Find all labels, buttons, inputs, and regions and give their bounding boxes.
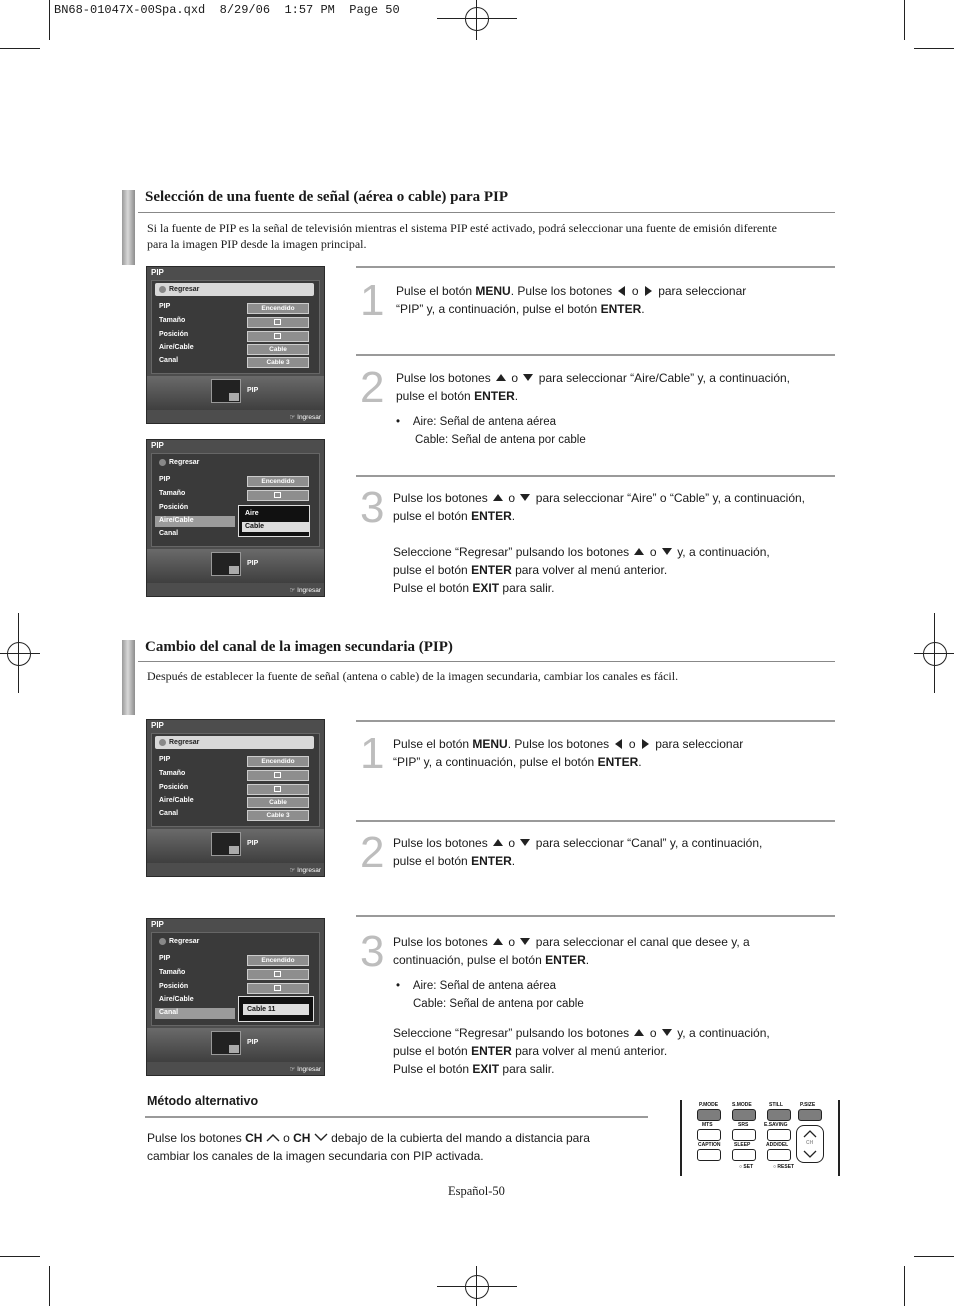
up-arrow-icon: [493, 839, 503, 846]
osd-row: Tamaño: [159, 969, 186, 976]
step-divider: [356, 266, 835, 268]
pmode-button[interactable]: [697, 1109, 721, 1121]
osd-value: Encendido: [247, 955, 309, 966]
osd-screen: [146, 266, 325, 424]
step-divider: [356, 475, 835, 477]
ch-rocker[interactable]: [796, 1125, 824, 1163]
source-popup: [238, 505, 310, 537]
osd-title: PIP: [151, 721, 164, 730]
ch-up-icon: [266, 1133, 280, 1142]
section2-step1-text: Pulse el botón MENU. Pulse los botones o para seleccionar “PIP” y, a continuación, pulse el botón ENTER.: [393, 737, 744, 769]
section-bar: [122, 640, 135, 715]
right-arrow-icon: [642, 739, 649, 749]
remote-label: SLEEP: [734, 1142, 751, 1148]
osd-row: Posición: [159, 504, 189, 511]
osd-row: Canal: [159, 810, 179, 817]
osd-screen: [146, 918, 325, 1076]
ch-down-icon: [314, 1133, 328, 1142]
osd-back-item: Regresar: [155, 736, 314, 749]
remote-label: P.MODE: [699, 1102, 719, 1108]
section1-rule: [138, 212, 835, 213]
osd-row: Tamaño: [159, 490, 186, 497]
osd-title: PIP: [151, 920, 164, 929]
step-number: 2: [360, 828, 385, 877]
osd-row: Posición: [159, 331, 189, 338]
section2-title: Cambio del canal de la imagen secundaria (PIP): [145, 639, 453, 655]
step-number: 2: [360, 363, 385, 412]
still-button[interactable]: [767, 1109, 791, 1121]
osd-row: Aire/Cable: [159, 996, 194, 1003]
alt-method-text: Pulse los botones CH o CH debajo de la cubierta del mando a distancia para cambiar los canales de la imagen secundaria con PIP activada.: [147, 1131, 590, 1163]
osd-row: Posición: [159, 784, 189, 791]
back-icon: [159, 459, 166, 466]
popup-item: Aire: [245, 510, 259, 517]
osd-row: Aire/Cable: [159, 344, 194, 351]
down-arrow-icon: [520, 494, 530, 501]
osd-row: PIP: [159, 303, 171, 310]
position-icon: [247, 331, 309, 342]
osd-menu: [151, 733, 320, 827]
section1-step3-text: Pulse los botones o para seleccionar “Aire” o “Cable” y, a continuación, pulse el botón ENTER. Seleccione “Regresar” pulsando los botones o y, a continuación, pulse el botón ENTER para volver al menú anterior. Pulse el botón EXIT para salir.: [393, 491, 806, 595]
osd-row: PIP: [159, 756, 171, 763]
reset-label: ○ RESET: [773, 1164, 795, 1170]
size-icon: [247, 490, 309, 501]
size-icon: [247, 770, 309, 781]
size-icon: [247, 969, 309, 980]
position-icon: [247, 784, 309, 795]
section2-rule: [138, 661, 835, 662]
sleep-button[interactable]: [732, 1149, 756, 1161]
osd-menu: [151, 932, 320, 1026]
mts-button[interactable]: [697, 1129, 721, 1141]
osd-row: Tamaño: [159, 770, 186, 777]
section-bar: [122, 190, 135, 265]
psize-button[interactable]: [798, 1109, 822, 1121]
pip-tv-icon: [211, 379, 241, 403]
osd-back-item: Regresar: [155, 456, 314, 469]
back-icon: [159, 286, 166, 293]
osd-strip-label: PIP: [247, 560, 259, 567]
remote-label: ADD/DEL: [766, 1142, 789, 1148]
pip-tv-icon: [211, 832, 241, 856]
remote-label: MTS: [702, 1122, 713, 1128]
esaving-button[interactable]: [767, 1129, 791, 1141]
step-number: 1: [360, 729, 385, 778]
osd-footer: ☞ Ingresar: [289, 1066, 321, 1073]
adddel-button[interactable]: [767, 1149, 791, 1161]
osd-screen: [146, 719, 325, 877]
down-arrow-icon: [523, 374, 533, 381]
remote-label: STILL: [769, 1102, 783, 1108]
remote-control: [680, 1100, 840, 1176]
left-arrow-icon: [618, 286, 625, 296]
up-arrow-icon: [493, 494, 503, 501]
section2-intro: Después de establecer la fuente de señal (antena o cable) de la imagen secundaria, cambiar los canales es fácil.: [147, 669, 679, 683]
osd-strip-label: PIP: [247, 1039, 259, 1046]
alt-method-rule: [145, 1116, 648, 1118]
popup-item-selected: Cable: [242, 522, 309, 532]
osd-menu: [151, 453, 320, 547]
osd-value: Cable: [247, 344, 309, 355]
section1-title: Selección de una fuente de señal (aérea o cable) para PIP: [145, 189, 509, 205]
down-arrow-icon: [662, 1029, 672, 1036]
up-arrow-icon: [496, 374, 506, 381]
osd-value: Cable: [247, 797, 309, 808]
section1-intro: Si la fuente de PIP es la señal de televisión mientras el sistema PIP esté activado, podrá seleccionar una fuente de emisión diferente para la imagen PIP desde la imagen principal.: [147, 221, 777, 251]
osd-value: Encendido: [247, 756, 309, 767]
osd-row: Posición: [159, 983, 189, 990]
section2-step3-return-text: Seleccione “Regresar” pulsando los botones o y, a continuación, pulse el botón ENTER para volver al menú anterior. Pulse el botón EXIT para salir.: [393, 1026, 770, 1076]
osd-value: Encendido: [247, 476, 309, 487]
remote-label: CH: [806, 1140, 814, 1146]
alt-method-title: Método alternativo: [147, 1094, 259, 1108]
popup-item-selected: Cable 11: [243, 1004, 309, 1015]
remote-label: S.MODE: [732, 1102, 752, 1108]
osd-title: PIP: [151, 441, 164, 450]
osd-strip-label: PIP: [247, 387, 259, 394]
osd-footer: ☞ Ingresar: [289, 587, 321, 594]
osd-menu: [151, 280, 320, 374]
osd-title: PIP: [151, 268, 164, 277]
down-arrow-icon: [662, 548, 672, 555]
step-divider: [356, 915, 835, 917]
osd-row: Canal: [159, 1009, 179, 1016]
position-icon: [247, 983, 309, 994]
osd-row: Canal: [159, 530, 179, 537]
osd-screen: [146, 439, 325, 597]
osd-row: PIP: [159, 955, 171, 962]
section2-step3-bullets: • Aire: Señal de antena aérea Cable: Señal de antena por cable: [396, 980, 584, 1010]
pip-tv-icon: [211, 1031, 241, 1055]
osd-row: Canal: [159, 357, 179, 364]
back-icon: [159, 938, 166, 945]
size-icon: [247, 317, 309, 328]
step-number: 1: [360, 276, 385, 325]
caption-button[interactable]: [697, 1149, 721, 1161]
section1-step1-text: Pulse el botón MENU. Pulse los botones o para seleccionar “PIP” y, a continuación, pulse el botón ENTER.: [396, 284, 747, 316]
section1-step2-bullets: • Aire: Señal de antena aérea Cable: Señal de antena por cable: [396, 416, 586, 446]
remote-label: E.SAVING: [764, 1122, 788, 1128]
osd-value: Cable 3: [247, 357, 309, 368]
step-number: 3: [360, 927, 385, 976]
channel-popup: [238, 996, 314, 1022]
back-icon: [159, 739, 166, 746]
osd-row: Aire/Cable: [159, 797, 194, 804]
section2-step2-text: Pulse los botones o para seleccionar “Canal” y, a continuación, pulse el botón ENTER.: [393, 836, 763, 868]
right-arrow-icon: [645, 286, 652, 296]
up-arrow-icon: [634, 1029, 644, 1036]
step-divider: [356, 720, 835, 722]
osd-value: Encendido: [247, 303, 309, 314]
section1-step2-text: Pulse los botones o para seleccionar “Aire/Cable” y, a continuación, pulse el botón ENTER.: [396, 371, 791, 403]
pip-tv-icon: [211, 552, 241, 576]
step-divider: [356, 354, 835, 356]
osd-row: Aire/Cable: [159, 517, 194, 524]
osd-footer: ☞ Ingresar: [289, 867, 321, 874]
osd-footer: ☞ Ingresar: [289, 414, 321, 421]
down-arrow-icon: [520, 938, 530, 945]
remote-label: P.SIZE: [800, 1102, 816, 1108]
set-label: ○ SET: [739, 1164, 754, 1170]
osd-strip-label: PIP: [247, 840, 259, 847]
left-arrow-icon: [615, 739, 622, 749]
osd-value: Cable 3: [247, 810, 309, 821]
remote-label: CAPTION: [698, 1142, 721, 1148]
down-arrow-icon: [520, 839, 530, 846]
osd-row: Tamaño: [159, 317, 186, 324]
srs-button[interactable]: [732, 1129, 756, 1141]
smode-button[interactable]: [732, 1109, 756, 1121]
up-arrow-icon: [634, 548, 644, 555]
up-arrow-icon: [493, 938, 503, 945]
page-number: Español-50: [448, 1184, 505, 1198]
section2-step3-text: Pulse los botones o para seleccionar el canal que desee y, a continuación, pulse el botón ENTER.: [393, 935, 750, 967]
osd-back-item: Regresar: [155, 283, 314, 296]
step-divider: [356, 820, 835, 822]
remote-label: SRS: [738, 1122, 749, 1128]
osd-row: PIP: [159, 476, 171, 483]
print-header: BN68-01047X-00Spa.qxd 8/29/06 1:57 PM Page 50: [54, 3, 400, 17]
step-number: 3: [360, 483, 385, 532]
osd-back-item: Regresar: [155, 935, 314, 948]
